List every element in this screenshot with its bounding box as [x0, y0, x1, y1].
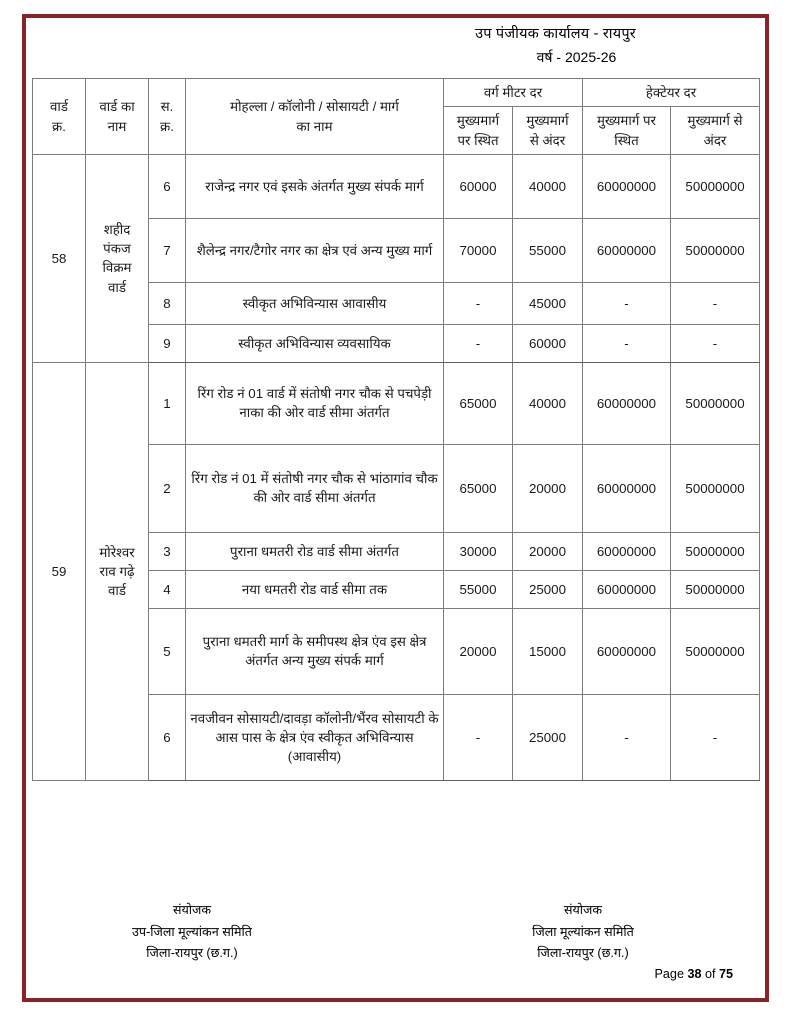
ward-name-line: राव गढ़े	[99, 563, 135, 579]
sqm-inner-cell: 40000	[513, 154, 583, 218]
page-title: उप पंजीयक कार्यालय - रायपुर	[475, 26, 636, 42]
header-row-1	[33, 79, 760, 107]
ward-name-line: पंकज	[103, 241, 131, 257]
col-header-ward-no-line1: वार्ड	[50, 99, 68, 115]
sqm-on-main-cell: 65000	[444, 444, 513, 532]
col-header-ward-no	[33, 79, 86, 155]
hectare-inner-cell: 50000000	[671, 154, 760, 218]
col-header-sqm-inner-line1: मुख्यमार्ग	[526, 113, 569, 129]
col-header-serial-no	[149, 79, 186, 155]
sqm-on-main-cell: -	[444, 324, 513, 362]
document-heading	[32, 24, 759, 68]
table-row	[33, 362, 760, 444]
hectare-on-main-cell: 60000000	[583, 218, 671, 282]
ward-number-cell: 58	[33, 154, 86, 362]
description-cell: स्वीकृत अभिविन्यास व्यवसायिक	[186, 324, 444, 362]
signature-district: जिला-रायपुर (छ.ग.)	[146, 946, 238, 961]
page-content	[32, 24, 759, 994]
hectare-inner-cell: 50000000	[671, 570, 760, 608]
col-header-serial-no-line1: स.	[160, 99, 174, 115]
page-number-prefix: Page	[654, 966, 684, 981]
hectare-on-main-cell: -	[583, 282, 671, 324]
col-header-sqm-inner	[513, 107, 583, 155]
ward-number-cell: 59	[33, 362, 86, 780]
hectare-inner-cell: 50000000	[671, 362, 760, 444]
page-number	[32, 967, 733, 981]
col-header-ward-name	[86, 79, 149, 155]
hectare-on-main-cell: 60000000	[583, 154, 671, 218]
col-header-hectare-on-main-road-line2: स्थित	[614, 132, 639, 148]
ward-name-line: मोरेश्वर	[99, 544, 135, 560]
hectare-inner-cell: 50000000	[671, 532, 760, 570]
sqm-inner-cell: 40000	[513, 362, 583, 444]
sqm-on-main-cell: -	[444, 282, 513, 324]
col-header-hectare-on-main-road	[583, 107, 671, 155]
col-group-header-hectare-rate: हेक्टेयर दर	[583, 79, 760, 107]
hectare-on-main-cell: -	[583, 694, 671, 780]
sqm-on-main-cell: -	[444, 694, 513, 780]
sqm-on-main-cell: 30000	[444, 532, 513, 570]
sqm-inner-cell: 20000	[513, 532, 583, 570]
col-group-header-sqm-rate: वर्ग मीटर दर	[444, 79, 583, 107]
col-header-ward-name-line1: वार्ड का	[99, 99, 135, 115]
description-cell: पुराना धमतरी मार्ग के समीपस्थ क्षेत्र एंव इस क्षेत्र अंतर्गत अन्य मुख्य संपर्क मार्ग	[186, 608, 444, 694]
sqm-inner-cell: 25000	[513, 570, 583, 608]
serial-no-cell: 8	[149, 282, 186, 324]
col-header-sqm-on-main-road-line1: मुख्यमार्ग	[456, 113, 500, 129]
description-cell: रिंग रोड नं 01 में संतोषी नगर चौक से भांठागांव चौक की ओर वार्ड सीमा अंतर्गत	[186, 444, 444, 532]
signature-role: संयोजक	[563, 903, 603, 917]
sqm-inner-cell: 60000	[513, 324, 583, 362]
sqm-on-main-cell: 65000	[444, 362, 513, 444]
sqm-inner-cell: 45000	[513, 282, 583, 324]
col-header-sqm-on-main-road-line2: पर स्थित	[457, 132, 499, 148]
hectare-on-main-cell: 60000000	[583, 362, 671, 444]
description-cell: नया धमतरी रोड वार्ड सीमा तक	[186, 570, 444, 608]
signature-row	[32, 900, 759, 965]
description-cell: स्वीकृत अभिविन्यास आवासीय	[186, 282, 444, 324]
table-head	[33, 79, 760, 155]
sqm-inner-cell: 15000	[513, 608, 583, 694]
sqm-inner-cell: 25000	[513, 694, 583, 780]
hectare-on-main-cell: 60000000	[583, 532, 671, 570]
ward-name-cell	[86, 154, 149, 362]
sqm-on-main-cell: 55000	[444, 570, 513, 608]
page-number-current: 38	[687, 966, 702, 981]
description-cell: शैलेन्द्र नगर/टैगोर नगर का क्षेत्र एवं अन्य मुख्य मार्ग	[186, 218, 444, 282]
signature-role: संयोजक	[172, 903, 212, 917]
serial-no-cell: 2	[149, 444, 186, 532]
signature-block-district	[433, 900, 733, 965]
serial-no-cell: 1	[149, 362, 186, 444]
serial-no-cell: 6	[149, 694, 186, 780]
table-body	[33, 154, 760, 780]
col-header-ward-name-line2: नाम	[107, 118, 127, 134]
hectare-inner-cell: -	[671, 324, 760, 362]
col-header-description-line2: का नाम	[296, 118, 333, 134]
ward-name-line: वार्ड	[108, 583, 126, 599]
col-header-sqm-inner-line2: से अंदर	[529, 132, 566, 148]
description-cell: राजेन्द्र नगर एवं इसके अंतर्गत मुख्य संपर्क मार्ग	[186, 154, 444, 218]
sqm-on-main-cell: 70000	[444, 218, 513, 282]
sqm-inner-cell: 55000	[513, 218, 583, 282]
page-number-middle: of	[704, 966, 716, 981]
ward-name-line: विक्रम	[102, 260, 132, 276]
col-header-description-line1: मोहल्ला / कॉलोनी / सोसायटी / मार्ग	[230, 99, 399, 115]
hectare-inner-cell: 50000000	[671, 218, 760, 282]
hectare-on-main-cell: -	[583, 324, 671, 362]
rate-table	[32, 78, 760, 781]
col-header-hectare-on-main-road-line1: मुख्यमार्ग पर	[596, 113, 656, 129]
signature-block-sub-district	[42, 900, 342, 965]
hectare-inner-cell: -	[671, 694, 760, 780]
hectare-inner-cell: 50000000	[671, 444, 760, 532]
col-header-sqm-on-main-road	[444, 107, 513, 155]
serial-no-cell: 4	[149, 570, 186, 608]
sqm-inner-cell: 20000	[513, 444, 583, 532]
col-header-hectare-inner-line2: अंदर	[703, 132, 727, 148]
serial-no-cell: 3	[149, 532, 186, 570]
signature-committee: उप-जिला मूल्यांकन समिति	[132, 924, 252, 939]
year-label: वर्ष - 2025-26	[536, 48, 617, 65]
description-cell: रिंग रोड नं 01 वार्ड में संतोषी नगर चौक से पचपेड़ी नाका की ओर वार्ड सीमा अंतर्गत	[186, 362, 444, 444]
ward-name-line: शहीद	[103, 221, 131, 237]
description-cell: पुराना धमतरी रोड वार्ड सीमा अंतर्गत	[186, 532, 444, 570]
col-header-ward-no-line2: क्र.	[52, 118, 66, 134]
serial-no-cell: 9	[149, 324, 186, 362]
hectare-inner-cell: -	[671, 282, 760, 324]
ward-name-cell	[86, 362, 149, 780]
ward-name-line: वार्ड	[108, 279, 126, 295]
serial-no-cell: 7	[149, 218, 186, 282]
hectare-on-main-cell: 60000000	[583, 570, 671, 608]
table-row	[33, 154, 760, 218]
sqm-on-main-cell: 20000	[444, 608, 513, 694]
col-header-serial-no-line2: क्र.	[160, 118, 174, 134]
serial-no-cell: 5	[149, 608, 186, 694]
page-number-total: 75	[718, 966, 733, 981]
page-footer	[32, 900, 759, 981]
signature-district: जिला-रायपुर (छ.ग.)	[537, 946, 629, 961]
hectare-on-main-cell: 60000000	[583, 608, 671, 694]
description-cell: नवजीवन सोसायटी/दावड़ा कॉलोनी/भैंरव सोसायटी के आस पास के क्षेत्र एंव स्वीकृत अभिविन्यास (आवासीय)	[186, 694, 444, 780]
serial-no-cell: 6	[149, 154, 186, 218]
signature-committee: जिला मूल्यांकन समिति	[532, 924, 634, 939]
hectare-inner-cell: 50000000	[671, 608, 760, 694]
hectare-on-main-cell: 60000000	[583, 444, 671, 532]
col-header-hectare-inner	[671, 107, 760, 155]
sqm-on-main-cell: 60000	[444, 154, 513, 218]
col-header-hectare-inner-line1: मुख्यमार्ग से	[687, 113, 743, 129]
col-header-description	[186, 79, 444, 155]
